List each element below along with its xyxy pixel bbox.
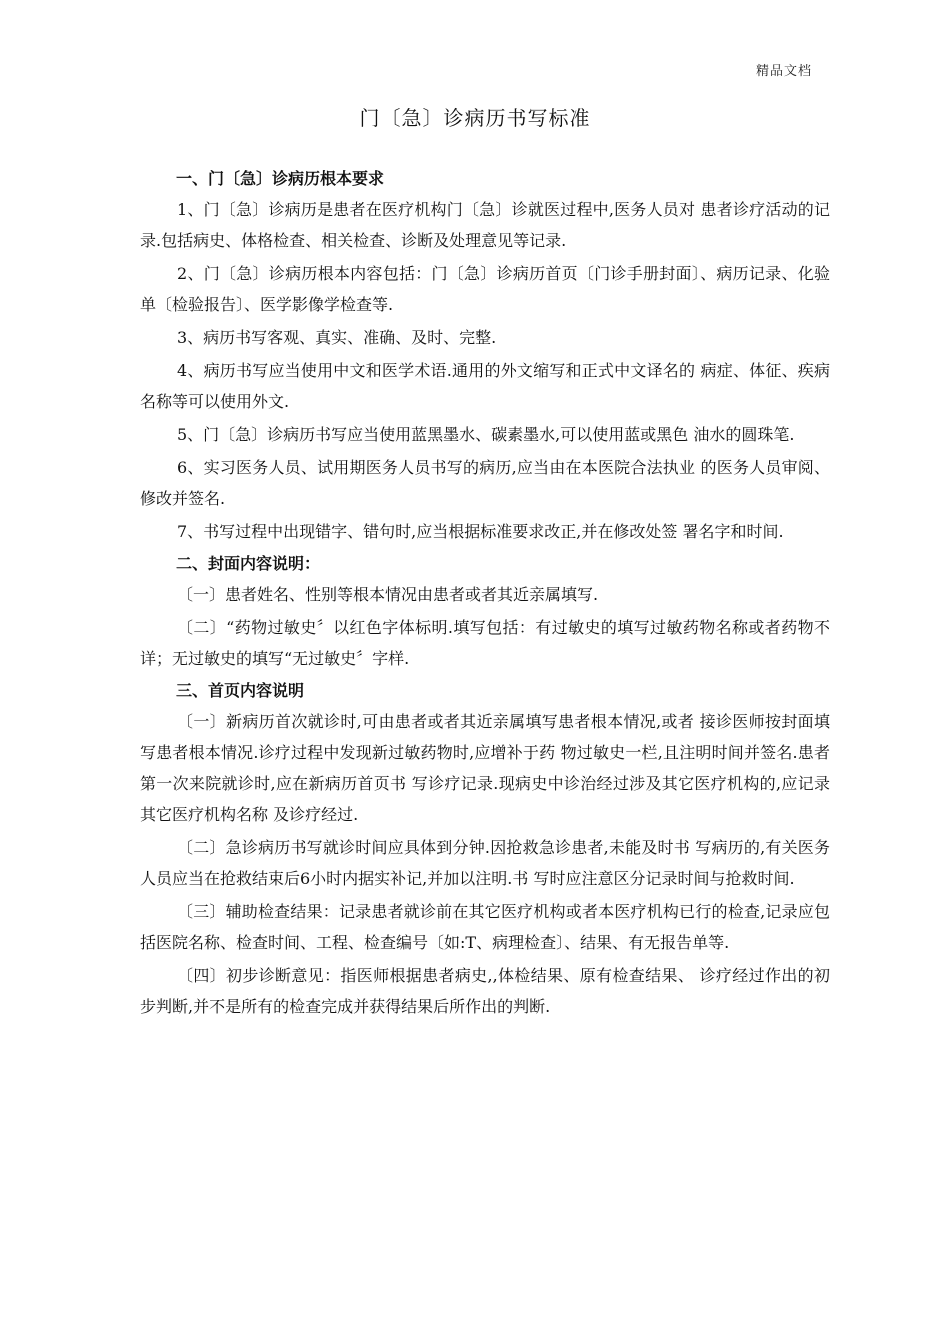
paragraph: 〔一〕新病历首次就诊时,可由患者或者其近亲属填写患者根本情况,或者 接诊医师按封面填写患者根本情况.诊疗过程中发现新过敏药物时,应增补于药 物过敏史一栏,且注明时间并签名.患者第一次来院就诊时,应在新病历首页书 写诊疗记录.现病史中诊治经过涉及其它医疗机构的,应记录其它医疗机构名称 及诊疗经过. xyxy=(140,712,830,824)
paragraph: 3、病历书写客观、真实、准确、及时、完整. xyxy=(177,328,497,347)
paragraph: 1、门〔急〕诊病历是患者在医疗机构门〔急〕诊就医过程中,医务人员对 患者诊疗活动的记录.包括病史、体格检查、相关检查、诊断及处理意见等记录. xyxy=(140,200,830,250)
document-body xyxy=(140,164,830,1024)
section-heading: 三、首页内容说明 xyxy=(176,681,305,700)
paragraph: 〔四〕初步诊断意见：指医师根据患者病史,,体检结果、原有检查结果、 诊疗经过作出的初步判断,并不是所有的检查完成并获得结果后所作出的判断. xyxy=(140,966,830,1016)
paragraph: 5、门〔急〕诊病历书写应当使用蓝黑墨水、碳素墨水,可以使用蓝或黑色 油水的圆珠笔. xyxy=(177,425,795,444)
paragraph: 2、门〔急〕诊病历根本内容包括：门〔急〕诊病历首页〔门诊手册封面〕、病历记录、化验单〔检验报告〕、医学影像学检查等. xyxy=(140,264,830,314)
section-basic-requirements xyxy=(140,164,830,547)
section-heading: 二、封面内容说明： xyxy=(176,554,321,573)
paragraph: 〔二〕急诊病历书写就诊时间应具体到分钟.因抢救急诊患者,未能及时书 写病历的,有关医务人员应当在抢救结束后6小时内据实补记,并加以注明.书 写时应注意区分记录时间与抢救时间. xyxy=(140,838,830,888)
section-first-page-content xyxy=(140,676,830,1022)
page-header-mark: 精品文档 xyxy=(756,64,813,79)
section-heading: 一、门〔急〕诊病历根本要求 xyxy=(176,169,385,188)
paragraph: 〔二〕“药物过敏史〞以红色字体标明.填写包括：有过敏史的填写过敏药物名称或者药物不详；无过敏史的填写“无过敏史〞字样. xyxy=(140,618,830,668)
paragraph: 4、病历书写应当使用中文和医学术语.通用的外文缩写和正式中文译名的 病症、体征、疾病名称等可以使用外文. xyxy=(140,361,830,411)
paragraph: 〔一〕患者姓名、性别等根本情况由患者或者其近亲属填写. xyxy=(177,585,599,604)
section-cover-content xyxy=(140,549,830,674)
document-title: 门〔急〕诊病历书写标准 xyxy=(359,106,591,130)
paragraph: 7、书写过程中出现错字、错句时,应当根据标准要求改正,并在修改处签 署名字和时间. xyxy=(177,522,784,541)
paragraph: 〔三〕辅助检查结果：记录患者就诊前在其它医疗机构或者本医疗机构已行的检查,记录应包括医院名称、检查时间、工程、检查编号〔如:T、病理检查〕、结果、有无报告单等. xyxy=(140,902,830,952)
paragraph: 6、实习医务人员、试用期医务人员书写的病历,应当由在本医院合法执业 的医务人员审阅、修改并签名. xyxy=(140,458,830,508)
